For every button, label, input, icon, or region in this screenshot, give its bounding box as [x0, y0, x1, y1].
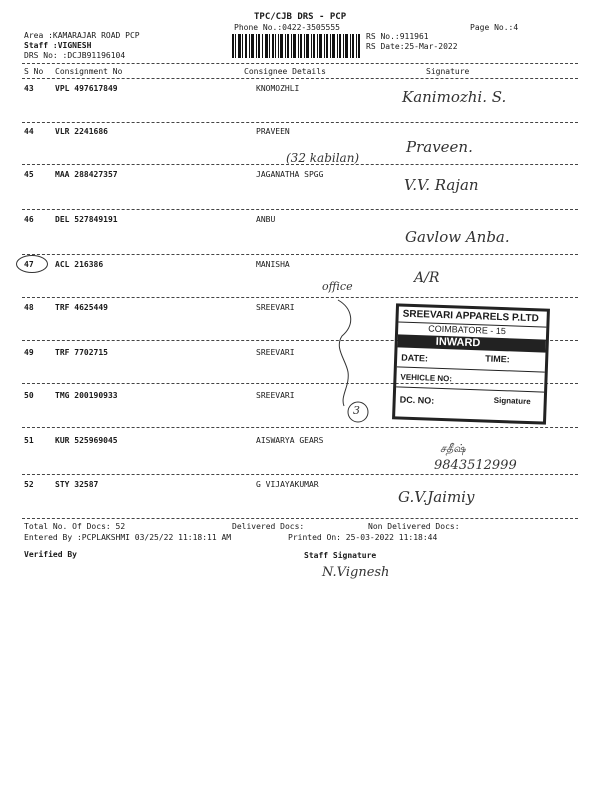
row-consignee: AISWARYA GEARS — [256, 436, 324, 445]
row-consignment: VLR 2241686 — [55, 127, 108, 136]
staff-signature-handwritten: N.Vignesh — [322, 565, 390, 580]
row-consignment: TRF 4625449 — [55, 303, 108, 312]
signature-handwritten: Praveen. — [406, 138, 473, 156]
row-consignment: TRF 7702715 — [55, 348, 108, 357]
divider — [22, 427, 578, 428]
row-consignment: DEL 527849191 — [55, 215, 118, 224]
row-consignment: MAA 288427357 — [55, 170, 118, 179]
row-consignee: SREEVARI — [256, 348, 295, 357]
row-consignment: STY 32587 — [55, 480, 99, 489]
row-sno: 50 — [24, 391, 34, 400]
row-consignee: ANBU — [256, 215, 276, 224]
stamp-time: TIME: — [485, 353, 510, 365]
barcode — [232, 34, 360, 58]
divider — [22, 164, 578, 165]
signature-handwritten: A/R — [414, 270, 440, 286]
divider — [22, 78, 578, 79]
rs-number: RS No.:911961 — [366, 32, 429, 41]
row-consignment: KUR 525969045 — [55, 436, 118, 445]
row-consignee: SREEVARI — [256, 391, 295, 400]
signature-handwritten: Kanimozhi. S. — [402, 88, 507, 106]
area: Area :KAMARAJAR ROAD PCP — [24, 31, 140, 40]
staff-signature-label: Staff Signature — [304, 551, 377, 560]
stamp-company: SREEVARI APPARELS P.LTD — [402, 308, 539, 325]
col-sno: S No — [24, 67, 44, 76]
row-consignee: PRAVEEN — [256, 127, 290, 136]
row-consignment: TMG 200190933 — [55, 391, 118, 400]
phone-number: Phone No.:0422-3505555 — [234, 23, 340, 32]
signature-handwritten: 9843512999 — [434, 458, 517, 473]
divider — [22, 122, 578, 123]
page-number: Page No.:4 — [470, 23, 519, 32]
page-title: TPC/CJB DRS - PCP — [254, 12, 347, 22]
row-sno: 44 — [24, 127, 34, 136]
signature-handwritten: V.V. Rajan — [404, 176, 479, 194]
col-signature: Signature — [426, 67, 470, 76]
stamp-dc: DC. NO: — [399, 394, 435, 406]
row-sno: 43 — [24, 84, 34, 93]
stamp-vehicle: VEHICLE NO: — [400, 372, 453, 384]
entered-by: Entered By :PCPLAKSHMI 03/25/22 11:18:11 AM — [24, 533, 232, 542]
stamp-city: COIMBATORE - 15 — [428, 323, 507, 337]
row-consignee: JAGANATHA SPGG — [256, 170, 324, 179]
row-sno: 49 — [24, 348, 34, 357]
stamp-date: DATE: — [401, 352, 429, 364]
drs-number: DRS No: :DCJB91196104 — [24, 51, 126, 60]
stamp-signature: Signature — [493, 395, 531, 407]
delivered-docs: Delivered Docs: — [232, 522, 305, 531]
row-sno: 46 — [24, 215, 34, 224]
divider — [22, 297, 578, 298]
row-consignee: G VIJAYAKUMAR — [256, 480, 319, 489]
row-consignment: VPL 497617849 — [55, 84, 118, 93]
col-consignment: Consignment No — [55, 67, 123, 76]
row-consignee: KNOMOZHLI — [256, 84, 300, 93]
rs-date: RS Date:25-Mar-2022 — [366, 42, 458, 51]
row-consignee: MANISHA — [256, 260, 290, 269]
row-sno: 47 — [24, 260, 34, 269]
signature-handwritten: Gavlow Anba. — [405, 228, 510, 246]
signature-handwritten-tamil: சதீஷ் — [440, 442, 466, 455]
handwritten-note: (32 kabilan) — [286, 151, 360, 165]
staff: Staff :VIGNESH — [24, 41, 92, 50]
inward-stamp — [392, 303, 550, 424]
stamp-inward: INWARD — [435, 335, 481, 350]
signature-handwritten: G.V.Jaimiy — [398, 488, 475, 506]
row-sno: 48 — [24, 303, 34, 312]
col-consignee: Consignee Details — [244, 67, 326, 76]
handwritten-note: office — [322, 280, 353, 293]
divider — [22, 254, 578, 255]
divider — [22, 63, 578, 64]
row-sno: 51 — [24, 436, 34, 445]
bracket-count: 3 — [353, 404, 360, 417]
row-sno: 52 — [24, 480, 34, 489]
total-docs: Total No. Of Docs: 52 — [24, 522, 126, 531]
row-sno: 45 — [24, 170, 34, 179]
divider — [22, 209, 578, 210]
divider — [22, 474, 578, 475]
printed-on: Printed On: 25-03-2022 11:18:44 — [288, 533, 438, 542]
divider — [22, 518, 578, 519]
verified-by: Verified By — [24, 550, 77, 559]
non-delivered-docs: Non Delivered Docs: — [368, 522, 460, 531]
bracket-mark — [322, 296, 372, 426]
row-consignee: SREEVARI — [256, 303, 295, 312]
row-consignment: ACL 216386 — [55, 260, 104, 269]
